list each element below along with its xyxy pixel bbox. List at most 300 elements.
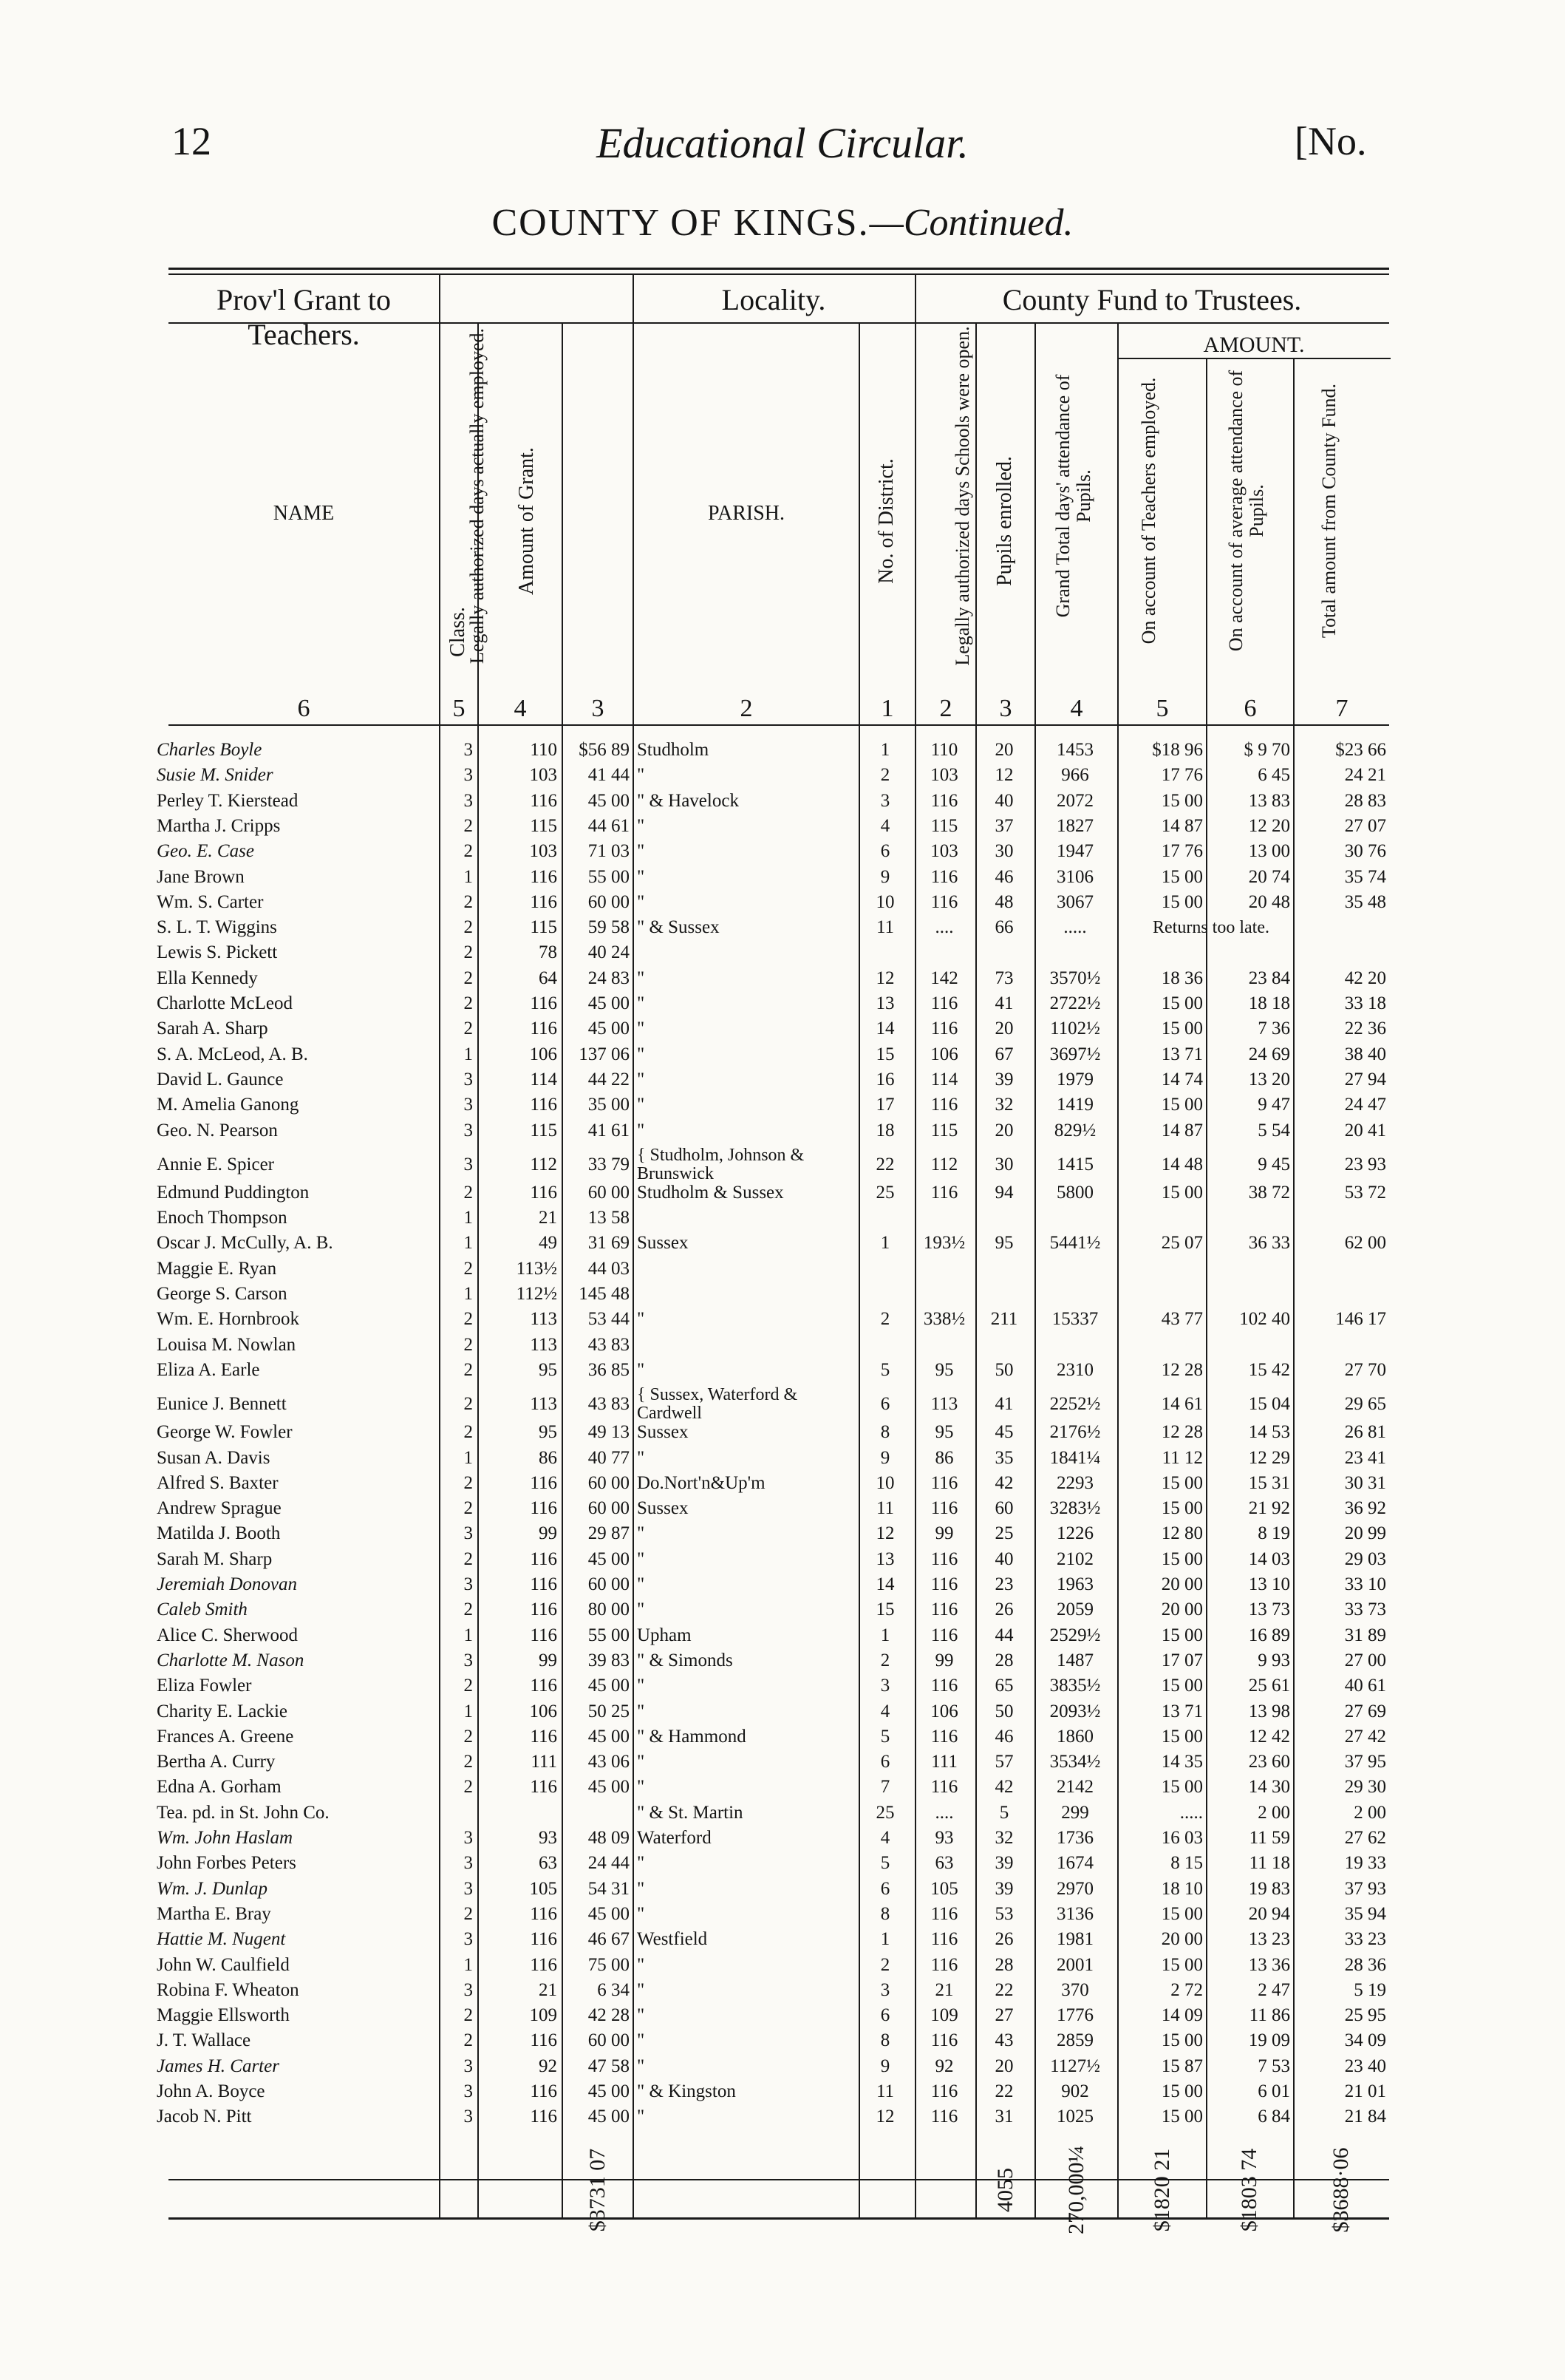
cell-attendance: 1981 [1057,1929,1094,1950]
cell-district: 9 [880,866,890,887]
cell-class: 1 [463,1208,473,1228]
cell-pupils: 25 [995,1523,1014,1544]
cell-name: Susie M. Snider [157,765,273,786]
col-number: 4 [1070,695,1083,722]
col-number: 2 [740,695,753,722]
running-header [0,118,1565,167]
cell-parish: " [637,1853,645,1874]
cell-class: 1 [463,866,473,887]
cell-on-teachers: 15 87 [1161,2056,1203,2076]
cell-class: 1 [463,1284,473,1304]
cell-parish: " [637,1954,645,1975]
cell-on-teachers: 15 00 [1161,1182,1203,1203]
cell-total: 5 19 [1354,1979,1386,2000]
table-row [0,1019,1565,1044]
cell-parish: " [637,841,645,862]
cell-pupils: 211 [990,1309,1018,1330]
cell-on-attendance: 13 36 [1248,1954,1290,1975]
cell-days: 105 [529,1878,557,1899]
cell-days-open: 116 [930,1498,958,1519]
cell-grant: 44 22 [587,1069,630,1089]
cell-district: 4 [880,1701,890,1721]
cell-days-open: 116 [930,891,958,912]
cell-grant: 31 69 [587,1233,630,1254]
cell-days-open: 116 [930,1676,958,1696]
cell-on-teachers: 12 28 [1161,1422,1203,1443]
cell-days-open: 95 [935,1359,954,1380]
cell-on-attendance: 11 59 [1249,1828,1290,1848]
col-parish-heading: PARISH. [707,502,785,525]
table-row [0,1499,1565,1524]
table-row [0,1930,1565,1955]
cell-pupils: 32 [995,1828,1014,1848]
cell-total: 29 03 [1344,1548,1386,1569]
cell-total: 27 00 [1344,1650,1386,1670]
cell-on-teachers: 2 72 [1170,1979,1203,2000]
cell-district: 6 [880,2005,890,2026]
cell-class: 3 [463,1878,473,1899]
cell-days: 113 [530,1309,557,1330]
cell-name: Oscar J. McCully, A. B. [157,1233,333,1254]
cell-parish: " [637,1095,645,1115]
table-row [0,817,1565,842]
table-row [0,1336,1565,1361]
cell-days: 116 [530,2107,557,2127]
cell-district: 2 [880,1309,890,1330]
cell-district: 1 [880,1233,890,1254]
cell-total: $23 66 [1335,740,1386,760]
cell-pupils: 30 [995,1154,1014,1174]
bottom-rule [168,2217,1389,2220]
cell-attendance: 2859 [1057,2030,1094,2051]
cell-total: 19 33 [1344,1853,1386,1874]
cell-name: Charles Boyle [157,740,262,760]
cell-days: 78 [539,942,557,963]
cell-on-teachers: 15 00 [1161,1095,1203,1115]
cell-pupils: 73 [995,968,1014,988]
col-number: 6 [1244,695,1257,722]
cell-class: 2 [463,1676,473,1696]
cell-class: 2 [463,1498,473,1519]
cell-class: 3 [463,740,473,760]
cell-on-attendance: 11 18 [1249,1853,1290,1874]
cell-days-open: 86 [935,1447,954,1468]
cell-days-open: 106 [930,1701,958,1721]
cell-grant: 35 00 [587,1095,630,1115]
cell-on-teachers: 25 07 [1161,1233,1203,1254]
cell-parish: " [637,1447,645,1468]
cell-days: 116 [530,1929,557,1950]
cell-days-open: 99 [935,1523,954,1544]
cell-total: 27 94 [1344,1069,1386,1089]
cell-pupils: 94 [995,1182,1014,1203]
cell-name: Maggie Ellsworth [157,2005,290,2026]
cell-parish: Upham [637,1625,692,1645]
cell-on-teachers: 20 00 [1161,1574,1203,1594]
cell-class: 2 [463,942,473,963]
cell-days-open: 92 [935,2056,954,2076]
cell-attendance: 2001 [1057,1954,1094,1975]
cell-parish: " [637,993,645,1013]
cell-on-attendance: 24 69 [1248,1044,1290,1064]
cell-district: 13 [876,1548,895,1569]
cell-district: 7 [880,1777,890,1798]
total-on-attendance: $1803 74 [1237,2148,1261,2232]
cell-name: John W. Caulfield [157,1954,290,1975]
cell-district: 6 [880,1752,890,1772]
cell-total: 21 84 [1344,2107,1386,2127]
cell-parish: " [637,1777,645,1798]
cell-parish: " [637,1359,645,1380]
cell-attendance: 2970 [1057,1878,1094,1899]
cell-class: 3 [463,2107,473,2127]
cell-name: Susan A. Davis [157,1447,270,1468]
cell-pupils: 41 [995,1394,1014,1415]
cell-parish: " [637,1069,645,1089]
cell-class: 3 [463,1069,473,1089]
cell-on-teachers: 15 00 [1161,2107,1203,2127]
cell-class: 2 [463,1599,473,1620]
cell-attendance: 5441½ [1049,1233,1101,1254]
cell-name: Wm. John Haslam [157,1828,293,1848]
cell-total: 27 07 [1344,815,1386,836]
cell-total: 2 00 [1354,1802,1386,1823]
cell-days-open: 116 [930,1599,958,1620]
cell-total: 37 93 [1344,1878,1386,1899]
cell-parish: " [637,2030,645,2051]
cell-parish: " [637,1309,645,1330]
cell-days-open: 63 [935,1853,954,1874]
cell-class: 3 [463,2056,473,2076]
cell-on-attendance: $ 9 70 [1244,740,1290,760]
cell-days: 114 [530,1069,557,1089]
cell-attendance: 299 [1061,1802,1089,1823]
cell-on-attendance: 13 10 [1248,1574,1290,1594]
cell-pupils: 26 [995,1929,1014,1950]
cell-attendance: 1674 [1057,1853,1094,1874]
cell-total: 62 00 [1344,1233,1386,1254]
cell-days-open: 116 [930,1019,958,1039]
cell-parish: " [637,2005,645,2026]
cell-grant: 45 00 [587,1676,630,1696]
cell-on-teachers: 15 00 [1161,1954,1203,1975]
cell-name: Alfred S. Baxter [157,1472,279,1493]
cell-on-attendance: 9 47 [1258,1095,1290,1115]
cell-on-attendance: 2 47 [1258,1979,1290,2000]
cell-attendance: 1419 [1057,1095,1094,1115]
cell-on-teachers: 14 74 [1161,1069,1203,1089]
cell-class: 3 [463,1095,473,1115]
cell-on-teachers: 12 80 [1161,1523,1203,1544]
cell-total: 28 36 [1344,1954,1386,1975]
cell-days: 99 [539,1650,557,1670]
cell-pupils: 46 [995,866,1014,887]
cell-on-teachers: 15 00 [1161,1726,1203,1747]
cell-parish: " [637,968,645,988]
cell-days: 116 [530,993,557,1013]
cell-name: Charlotte McLeod [157,993,293,1013]
cell-on-attendance: 13 00 [1248,841,1290,862]
cell-attendance: 15337 [1051,1309,1099,1330]
cell-parish: " [637,1548,645,1569]
cell-on-teachers: 15 00 [1161,1676,1203,1696]
col-number: 2 [939,695,952,722]
amount-rule [1117,358,1391,359]
cell-on-teachers: 15 00 [1161,993,1203,1013]
cell-on-teachers: 18 10 [1161,1878,1203,1899]
cell-on-attendance: 7 53 [1258,2056,1290,2076]
cell-days-open: .... [935,1802,954,1823]
cell-district: 2 [880,765,890,786]
cell-district: 25 [876,1182,895,1203]
cell-pupils: 28 [995,1954,1014,1975]
cell-grant: 60 00 [587,891,630,912]
page-number: 12 [171,119,211,163]
cell-days-open: 103 [930,765,958,786]
table-row [0,1575,1565,1600]
cell-days-open: 116 [930,2107,958,2127]
cell-total: 27 70 [1344,1359,1386,1380]
cell-pupils: 44 [995,1625,1014,1645]
cell-grant: 39 83 [587,1650,630,1670]
table-row [0,1600,1565,1625]
cell-name: J. T. Wallace [157,2030,251,2051]
cell-parish: " & Havelock [637,790,739,811]
cell-days-open: 106 [930,1044,958,1064]
table-row [0,1423,1565,1448]
table-row [0,2082,1565,2107]
cell-attendance: 3534½ [1049,1752,1101,1772]
cell-on-attendance: 15 42 [1248,1359,1290,1380]
cell-class: 2 [463,1394,473,1415]
cell-total: 53 72 [1344,1182,1386,1203]
cell-grant: 59 58 [587,917,630,938]
table-row [0,1956,1565,1981]
table-row [0,1550,1565,1575]
cell-class: 2 [463,1777,473,1798]
cell-district: 17 [876,1095,895,1115]
total-grant: $3731 07 [585,2148,610,2232]
cell-days: 116 [530,1903,557,1924]
cell-grant: 60 00 [587,1574,630,1594]
cell-district: 1 [880,1625,890,1645]
cell-attendance: 829½ [1054,1120,1097,1140]
cell-parish: " [637,1676,645,1696]
cell-name: Sarah A. Sharp [157,1019,268,1039]
cell-days-open: 109 [930,2005,958,2026]
table-row [0,1651,1565,1676]
cell-grant: 49 13 [587,1422,630,1443]
col-name-heading: NAME [273,502,335,525]
cell-days-open: .... [935,917,954,938]
cell-pupils: 22 [995,2081,1014,2101]
table-row [0,1310,1565,1335]
table-row [0,1676,1565,1701]
col-number: 5 [1156,695,1169,722]
table-row [0,1449,1565,1474]
cell-grant: 36 85 [587,1359,630,1380]
cell-days: 95 [539,1359,557,1380]
table-row [0,1146,1565,1183]
cell-name: Wm. E. Hornbrook [157,1309,300,1330]
cell-on-teachers: 15 00 [1161,1498,1203,1519]
cell-days-open: 116 [930,1929,958,1950]
cell-total: 23 93 [1344,1154,1386,1174]
cell-on-teachers: 13 71 [1161,1701,1203,1721]
cell-on-teachers: 16 03 [1161,1828,1203,1848]
table-row [0,1905,1565,1930]
cell-grant: 80 00 [587,1599,630,1620]
cell-pupils: 45 [995,1422,1014,1443]
cell-name: Annie E. Spicer [157,1154,274,1174]
cell-attendance: 3106 [1057,866,1094,887]
cell-name: Bertha A. Curry [157,1752,276,1772]
cell-class: 3 [463,765,473,786]
cell-days-open: 93 [935,1828,954,1848]
cell-days: 21 [539,1208,557,1228]
cell-on-attendance: 16 89 [1248,1625,1290,1645]
cell-district: 16 [876,1069,895,1089]
cell-on-teachers: 8 15 [1170,1853,1203,1874]
cell-pupils: 37 [995,815,1014,836]
cell-attendance: 966 [1061,765,1089,786]
cell-parish: " [637,1903,645,1924]
cell-attendance: 2310 [1057,1359,1094,1380]
top-rule [168,268,1389,270]
cell-district: 14 [876,1019,895,1039]
cell-district: 25 [876,1802,895,1823]
table-row [0,2031,1565,2056]
cell-on-attendance: 20 94 [1248,1903,1290,1924]
table-row [0,1386,1565,1423]
cell-attendance: 3570½ [1049,968,1101,988]
cell-district: 9 [880,1447,890,1468]
cell-on-attendance: 13 20 [1248,1069,1290,1089]
cell-class: 2 [463,1472,473,1493]
cell-on-attendance: 19 09 [1248,2030,1290,2051]
cell-attendance: 370 [1061,1979,1089,2000]
cell-days: 112½ [516,1284,557,1304]
cell-total: 35 74 [1344,866,1386,887]
cell-district: 22 [876,1154,895,1174]
cell-total: 33 18 [1344,993,1386,1013]
cell-on-teachers: 14 87 [1161,815,1203,836]
cell-class: 2 [463,1309,473,1330]
cell-parish: " [637,1044,645,1064]
cell-attendance: 1979 [1057,1069,1094,1089]
cell-days: 103 [529,841,557,862]
cell-attendance: 3067 [1057,891,1094,912]
cell-pupils: 30 [995,841,1014,862]
cell-total: 23 40 [1344,2056,1386,2076]
cell-days-open: 111 [931,1752,958,1772]
top-rule-thin [168,273,1389,275]
cell-total: 38 40 [1344,1044,1386,1064]
cell-on-teachers: 15 00 [1161,1777,1203,1798]
cell-days-open: 21 [935,1979,954,2000]
cell-on-attendance: 15 31 [1248,1472,1290,1493]
col-number: 7 [1335,695,1349,722]
cell-name: Eliza A. Earle [157,1359,260,1380]
cell-district: 15 [876,1044,895,1064]
table-row [0,1474,1565,1499]
cell-pupils: 95 [995,1233,1014,1254]
amount-heading: AMOUNT. [1203,333,1305,357]
cell-on-teachers: 17 76 [1161,765,1203,786]
col-pupils-heading: Pupils enrolled. [993,456,1016,586]
cell-days-open: 114 [930,1069,958,1089]
table-row [0,2057,1565,2082]
cell-pupils: 35 [995,1447,1014,1468]
cell-class: 3 [463,1120,473,1140]
cell-on-teachers: 11 12 [1162,1447,1203,1468]
cell-total: 27 62 [1344,1828,1386,1848]
cell-total: 37 95 [1344,1752,1386,1772]
cell-parish: Do.Nort'n&Up'm [637,1472,766,1493]
table-row [0,1095,1565,1121]
total-pupils: 4055 [993,2168,1017,2212]
cell-on-teachers: 20 00 [1161,1599,1203,1620]
cell-days: 92 [539,2056,557,2076]
cell-district: 8 [880,1422,890,1443]
cell-parish: " [637,1979,645,2000]
cell-attendance: 1127½ [1050,2056,1100,2076]
cell-pupils: 39 [995,1878,1014,1899]
cell-name: Maggie E. Ryan [157,1258,277,1279]
cell-parish: { Studholm, Johnson & Brunswick [637,1145,805,1183]
cell-days: 116 [530,1182,557,1203]
cell-attendance: 1827 [1057,815,1094,836]
group-provincial-grant: Prov'l Grant to Teachers. [216,283,392,351]
cell-pupils: 20 [995,2056,1014,2076]
cell-days: 116 [530,2030,557,2051]
cell-days-open: 116 [930,790,958,811]
cell-total: 30 76 [1344,841,1386,862]
cell-attendance: 1947 [1057,841,1094,862]
cell-parish: " [637,891,645,912]
cell-on-attendance: 25 61 [1248,1676,1290,1696]
cell-grant: 45 00 [587,790,630,811]
cell-name: Charity E. Lackie [157,1701,288,1721]
cell-grant: 45 00 [587,1726,630,1747]
cell-pupils: 26 [995,1599,1014,1620]
cell-pupils: 66 [995,917,1014,938]
cell-name: Tea. pd. in St. John Co. [157,1802,330,1823]
cell-parish: " [637,2056,645,2076]
cell-attendance: 1736 [1057,1828,1094,1848]
cell-days: 49 [539,1233,557,1254]
cell-parish: " [637,1599,645,1620]
cell-parish: " & Hammond [637,1726,746,1747]
cell-grant: 50 25 [587,1701,630,1721]
cell-on-teachers: 15 00 [1161,1903,1203,1924]
cell-days-open: 116 [930,2030,958,2051]
cell-grant: 40 24 [587,942,630,963]
cell-total: 20 99 [1344,1523,1386,1544]
table-row [0,1524,1565,1549]
cell-grant: 45 00 [587,2081,630,2101]
cell-on-attendance: 21 92 [1248,1498,1290,1519]
cell-name: M. Amelia Ganong [157,1095,299,1115]
cell-name: Martha E. Bray [157,1903,271,1924]
cell-grant: 42 28 [587,2005,630,2026]
cell-name: Andrew Sprague [157,1498,282,1519]
cell-class: 3 [463,1828,473,1848]
table-row [0,1121,1565,1146]
cell-name: Wm. S. Carter [157,891,264,912]
cell-class: 2 [463,1019,473,1039]
cell-on-teachers: 15 00 [1161,2030,1203,2051]
